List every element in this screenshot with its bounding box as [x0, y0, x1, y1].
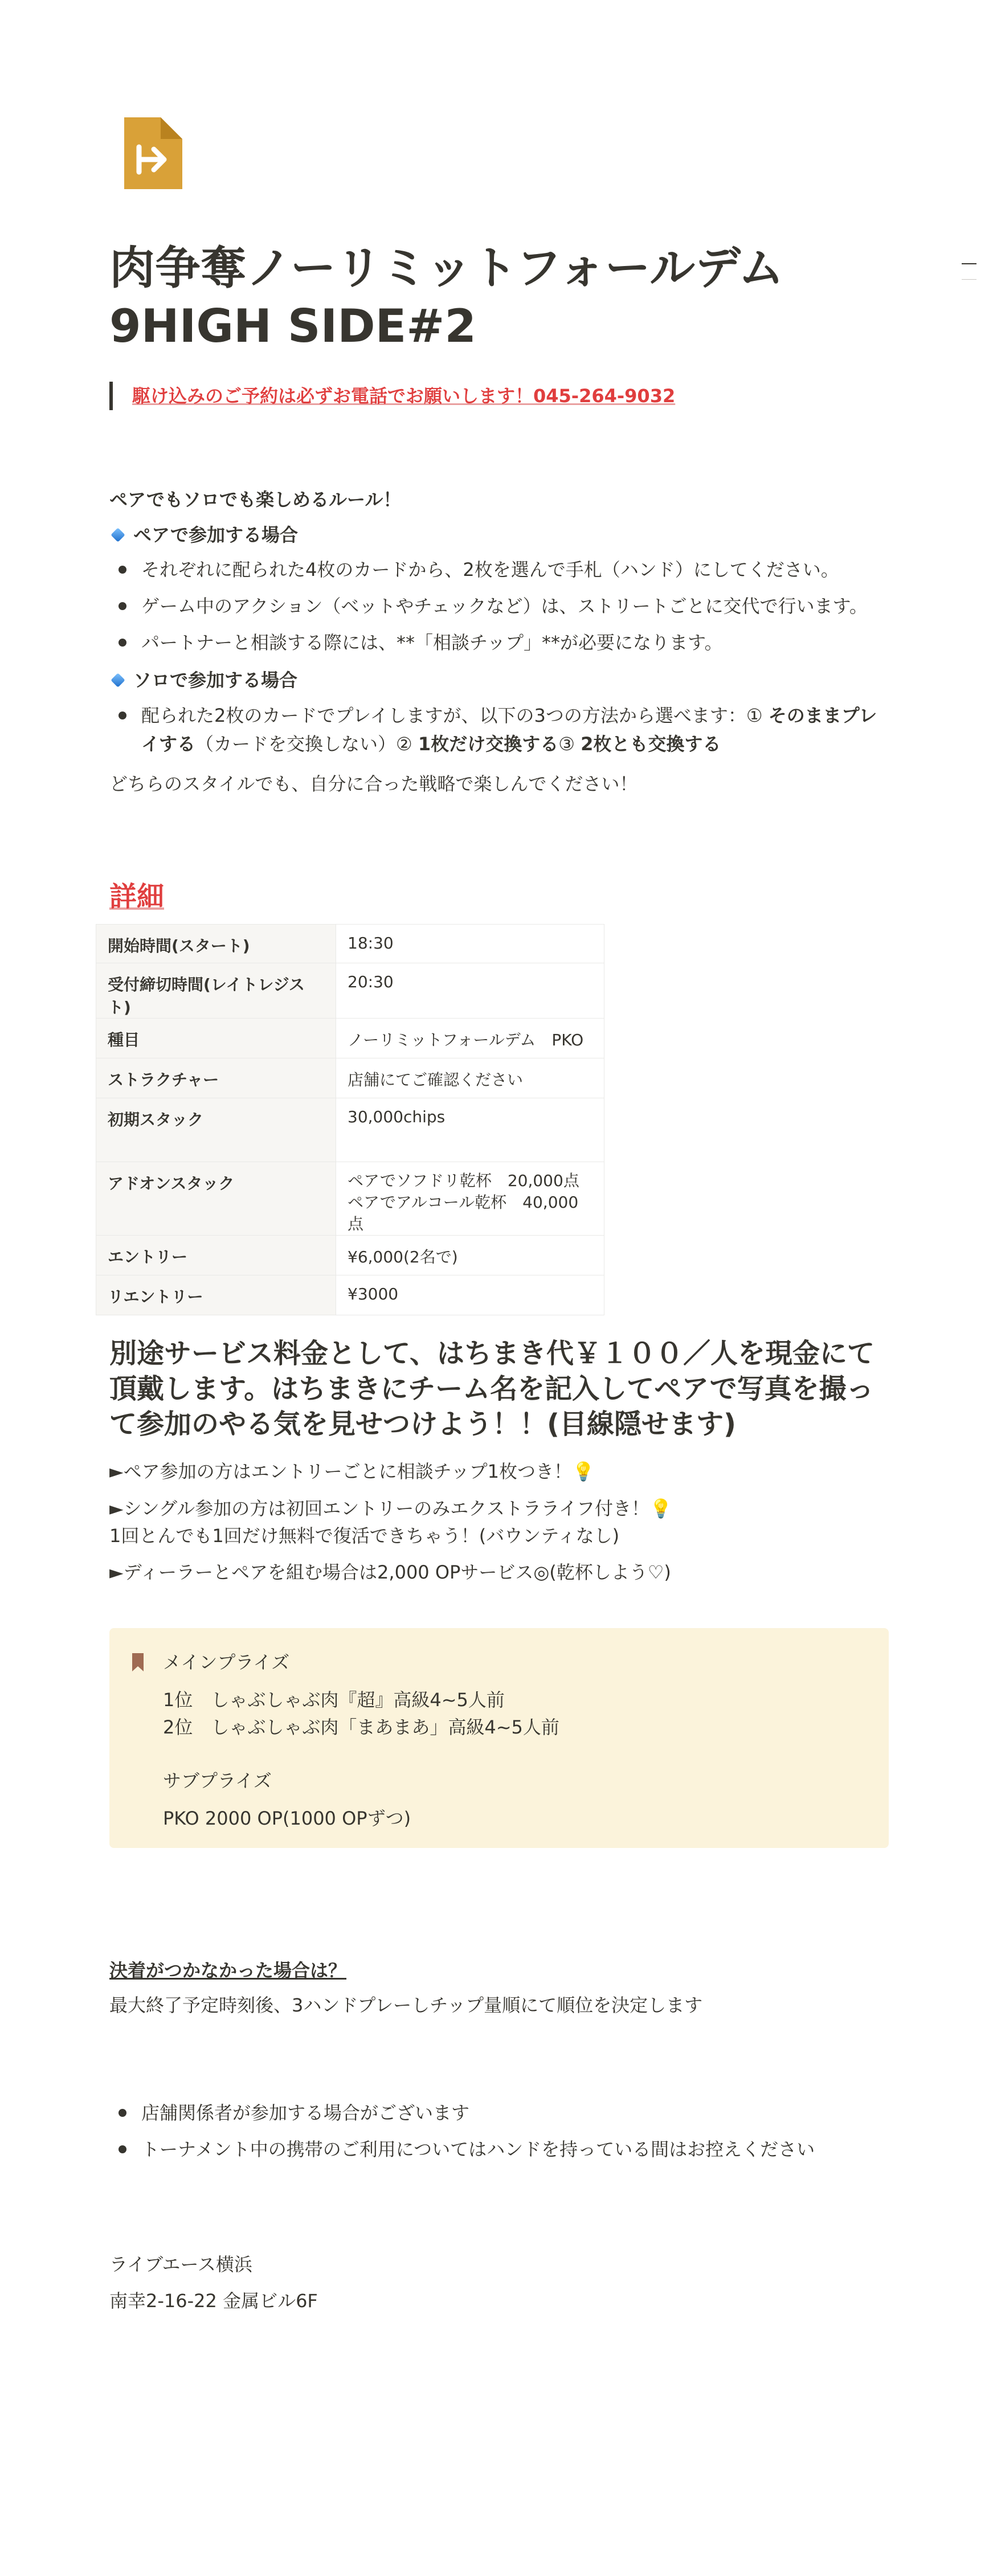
perk-single-detail: 1回とんでも1回だけ無料で復活できちゃう！(バウンティなし)	[109, 1525, 620, 1547]
list-item: それぞれに配られた4枚のカードから、2枚を選んで手札（ハンド）にしてください。	[141, 559, 839, 580]
table-key: 初期スタック	[96, 1098, 336, 1162]
list-item	[141, 702, 877, 729]
perk-dealer: ►ディーラーとペアを組む場合は2,000 OPサービス◎(乾杯しよう♡)	[109, 1561, 671, 1583]
tiebreak-heading: 決着がつかなかった場合は？	[109, 1960, 347, 1981]
solo-text: （カードを交換しない）②	[195, 733, 418, 755]
solo-heading-text: ソロで参加する場合	[133, 669, 298, 691]
list-item: パートナーと相談する際には、**「相談チップ」**が必要になります。	[141, 632, 723, 653]
reservation-notice[interactable]: 駆け込みのご予約は必ずお電話でお願いします！045-264-9032	[132, 385, 676, 407]
table-key: 開始時間(スタート)	[96, 925, 336, 963]
blue-diamond-icon	[111, 528, 125, 542]
perk-single: ►シングル参加の方は初回エントリーのみエクストラライフ付き！💡	[109, 1498, 672, 1519]
prize-first: 1位 しゃぶしゃぶ肉『超』高級4~5人前	[163, 1689, 505, 1711]
notice-line: 別途サービス料金として、はちまき代￥１００／人を現金にて	[109, 1338, 875, 1369]
top-right-divider	[962, 263, 976, 264]
table-value: ¥3000	[336, 1275, 604, 1315]
solo-option-2: 1枚だけ交換する	[418, 733, 559, 755]
table-value: 20:30	[336, 963, 604, 1019]
notice-line: 頂戴します。はちまきにチーム名を記入してペアで写真を撮っ	[109, 1373, 874, 1405]
bullet-icon	[119, 639, 126, 647]
solo-option-1-end: イする	[141, 733, 196, 755]
table-value-line: ペアでアルコール乾杯 40,000点	[348, 1193, 579, 1233]
table-key: ストラクチャー	[96, 1058, 336, 1098]
main-prize-heading: メインプライズ	[163, 1651, 290, 1673]
bullet-icon	[119, 712, 126, 719]
table-row	[96, 1162, 604, 1236]
sub-prize-item: PKO 2000 OP(1000 OPずつ)	[163, 1808, 411, 1829]
table-value: ノーリミットフォールデム PKO	[336, 1019, 604, 1058]
venue-address: 南幸2-16-22 金属ビル6F	[109, 2290, 318, 2312]
rules-intro: ペアでもソロでも楽しめるルール！	[109, 489, 402, 510]
table-row	[96, 1058, 604, 1098]
reservation-quote	[109, 382, 675, 410]
bullet-icon	[119, 2109, 126, 2117]
table-value: 30,000chips	[336, 1098, 604, 1162]
table-row	[96, 963, 604, 1019]
details-heading: 詳細	[109, 881, 165, 913]
solo-option-1: そのままプレ	[768, 705, 877, 726]
table-row	[96, 1019, 604, 1058]
page-title	[109, 239, 850, 355]
table-value: 18:30	[336, 925, 604, 963]
sub-prize-heading: サブプライズ	[163, 1770, 272, 1792]
blue-diamond-icon	[111, 673, 125, 687]
solo-text: 配られた2枚のカードでプレイしますが、以下の3つの方法から選べます：①	[141, 705, 769, 726]
prize-second: 2位 しゃぶしゃぶ肉「まあまあ」高級4~5人前	[163, 1716, 559, 1738]
list-item: ゲーム中のアクション（ベットやチェックなど）は、ストリートごとに交代で行います。	[141, 595, 868, 617]
headband-notice	[109, 1336, 884, 1442]
tiebreak-text: 最大終了予定時刻後、3ハンドプレーしチップ量順にて順位を決定します	[109, 1994, 703, 2016]
table-row	[96, 1098, 604, 1162]
table-row	[96, 925, 604, 963]
list-item: トーナメント中の携帯のご利用についてはハンドを持っている間はお控えください	[141, 2139, 815, 2160]
table-value-line: ペアでソフドリ乾杯 20,000点	[348, 1171, 579, 1190]
top-right-divider-line	[962, 279, 976, 280]
table-key: エントリー	[96, 1236, 336, 1275]
document-arrow-icon	[124, 117, 182, 189]
perk-pair: ►ペア参加の方はエントリーごとに相談チップ1枚つき！💡	[109, 1461, 595, 1482]
rules-closing: どちらのスタイルでも、自分に合った戦略で楽しんでください！	[109, 773, 638, 795]
page-title-line2: 9HIGH SIDE#2	[109, 300, 476, 353]
table-key: 種目	[96, 1019, 336, 1058]
table-row	[96, 1236, 604, 1275]
table-key: アドオンスタック	[96, 1162, 336, 1236]
bookmark-icon	[132, 1653, 144, 1671]
solo-heading	[109, 667, 297, 694]
prizes-callout	[109, 1628, 889, 1848]
solo-option-3: 2枚とも交換する	[581, 733, 721, 755]
table-key: 受付締切時間(レイトレジスト)	[96, 963, 336, 1019]
pair-heading	[109, 521, 298, 549]
table-key: リエントリー	[96, 1275, 336, 1315]
bullet-icon	[119, 566, 126, 574]
venue-name: ライブエース横浜	[109, 2254, 252, 2275]
bullet-icon	[119, 602, 126, 610]
pair-heading-text: ペアで参加する場合	[133, 524, 298, 546]
table-row	[96, 1275, 604, 1315]
table-value: ¥6,000(2名で)	[336, 1236, 604, 1275]
details-table	[96, 924, 604, 1315]
page-title-line1: 肉争奪ノーリミットフォールデム	[109, 242, 784, 295]
bullet-icon	[119, 2145, 126, 2153]
table-value: 店舗にてご確認ください	[336, 1058, 604, 1098]
solo-text: ③	[558, 733, 581, 755]
list-item: 店舗関係者が参加する場合がございます	[141, 2102, 470, 2124]
list-item-continued	[141, 730, 721, 758]
notice-line: て参加のやる気を見せつけよう！！(目線隠せます)	[109, 1408, 736, 1440]
table-value	[336, 1162, 604, 1236]
